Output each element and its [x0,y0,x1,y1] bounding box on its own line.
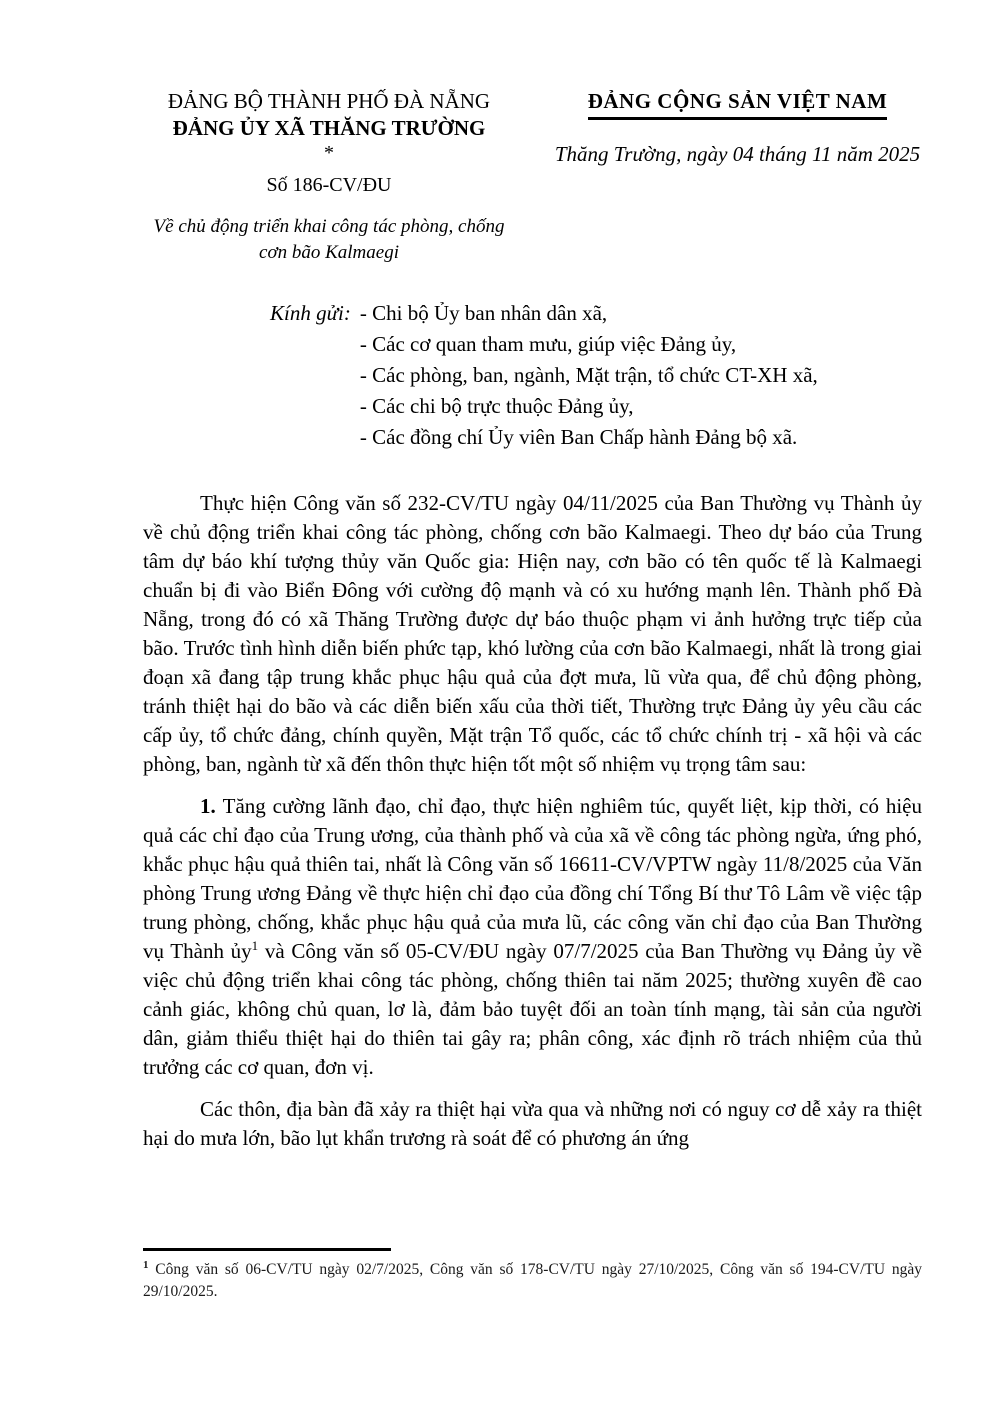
issuing-org-block [143,88,515,266]
doc-number: Số 186-CV/ĐU [266,174,392,196]
recipient-item: - Các phòng, ban, ngành, Mặt trận, tổ chức CT-XH xã, [359,363,818,387]
footnote-block [143,1248,922,1303]
recipients-label: Kính gửi: [270,301,351,325]
org-separator-star: * [324,142,334,164]
footnote-separator-line [143,1248,391,1251]
footnote-text [143,1259,922,1303]
paragraph-task-1 [143,792,922,1082]
org-parent-name: ĐẢNG BỘ THÀNH PHỐ ĐÀ NẴNG [167,89,491,113]
task-number: 1. [200,794,223,818]
doc-subject: Về chủ động triển khai công tác phòng, chống cơn bão Kalmaegi [153,216,505,263]
party-motto: ĐẢNG CỘNG SẢN VIỆT NAM [588,88,888,120]
footnote-marker: 1 [143,1258,149,1271]
recipient-item: - Các đồng chí Ủy viên Ban Chấp hành Đảng bộ xã. [359,425,798,449]
recipients-block [270,298,922,453]
recipient-item: - Các cơ quan tham mưu, giúp việc Đảng ủy, [359,332,737,356]
document-header [143,88,922,266]
document-body [143,489,922,1153]
paragraph-intro: Thực hiện Công văn số 232-CV/TU ngày 04/11/2025 của Ban Thường vụ Thành ủy về chủ động triển khai công tác phòng, chống cơn bão Kalmaegi. Theo dự báo của Trung tâm dự báo khí tượng thủy văn Quốc gia: Hiện nay, cơn bão có tên quốc tế là Kalmaegi chuẩn bị đi vào Biển Đông với cường độ mạnh và có xu hướng mạnh lên. Thành phố Đà Nẵng, trong đó có xã Thăng Trường được dự báo thuộc phạm vi ảnh hưởng trực tiếp của bão. Trước tình hình diễn biến phức tạp, khó lường của cơn bão Kalmaegi, nhất là trong giai đoạn xã đang tập trung khắc phục hậu quả của đợt mưa, lũ vừa qua, để chủ động phòng, tránh thiệt hại do bão và các diễn biến xấu của thời tiết, Thường trực Đảng ủy yêu cầu các cấp ủy, tổ chức đảng, chính quyền, Mặt trận Tổ quốc, các tổ chức chính trị - xã hội và các phòng, ban, ngành từ xã đến thôn thực hiện tốt một số nhiệm vụ trọng tâm sau: [143,491,922,776]
place-date-line: Thăng Trường, ngày 04 tháng 11 năm 2025 [554,142,921,166]
recipient-item: - Các chi bộ trực thuộc Đảng ủy, [359,394,634,418]
footnote-body: Công văn số 06-CV/TU ngày 02/7/2025, Công văn số 178-CV/TU ngày 27/10/2025, Công văn số 194-CV/TU ngày 29/10/2025. [143,1261,922,1300]
recipients-list [360,298,818,453]
task-text-before-footnote: Tăng cường lãnh đạo, chỉ đạo, thực hiện nghiêm túc, quyết liệt, kịp thời, có hiệu quả các chỉ đạo của Trung ương, của thành phố và của xã về công tác phòng ngừa, ứng phó, khắc phục hậu quả thiên tai, nhất là Công văn số 16611-CV/VPTW ngày 11/8/2025 của Văn phòng Trung ương Đảng về thực hiện chỉ đạo của đồng chí Tổng Bí thư Tô Lâm về việc tập trung phòng, chống, khắc phục hậu quả của mưa lũ, các công văn chỉ đạo của Ban Thường vụ Thành ủy [143,794,923,963]
paragraph-villages: Các thôn, địa bàn đã xảy ra thiệt hại vừa qua và những nơi có nguy cơ dễ xảy ra thiệt hại do mưa lớn, bão lụt khẩn trương rà soát để có phương án ứng [143,1097,922,1150]
org-name: ĐẢNG ỦY XÃ THĂNG TRƯỜNG [172,116,486,140]
national-header-block [515,88,922,168]
task-text-after-footnote: và Công văn số 05-CV/ĐU ngày 07/7/2025 của Ban Thường vụ Đảng ủy về việc chủ động triển khai công tác phòng, chống thiên tai năm 2025; thường xuyên đề cao cảnh giác, không chủ quan, lơ là, đảm bảo tuyệt đối an toàn tính mạng, tài sản của người dân, giảm thiểu thiệt hại do thiên tai gây ra; phân công, xác định rõ trách nhiệm của thủ trưởng các cơ quan, đơn vị. [143,939,922,1079]
footnote-reference-mark: 1 [251,938,259,953]
recipient-item: - Chi bộ Ủy ban nhân dân xã, [359,301,608,325]
